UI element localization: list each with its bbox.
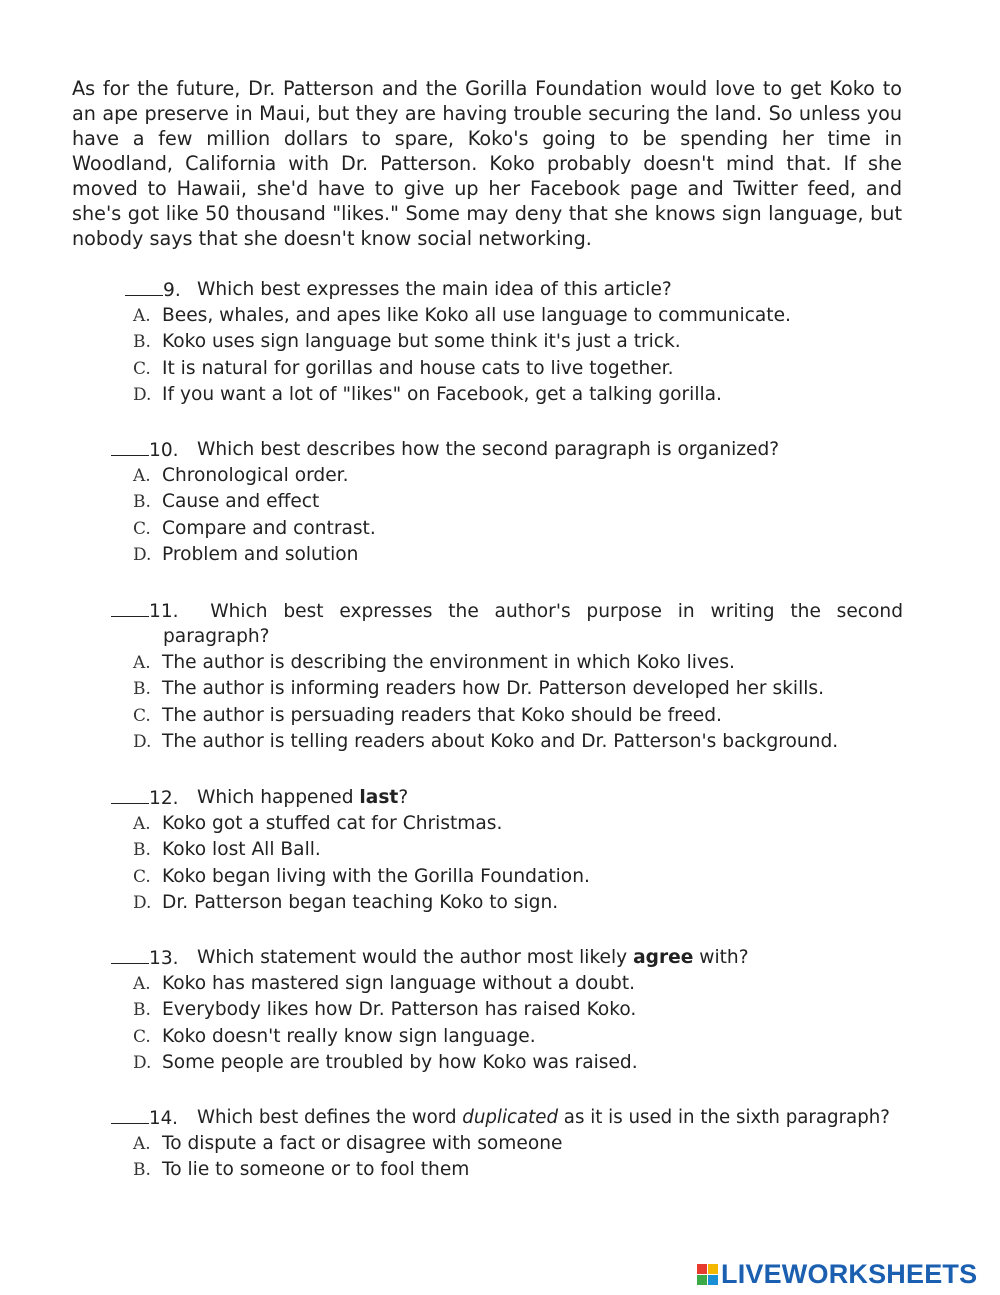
answer-blank[interactable]: [111, 437, 149, 456]
answer-blank[interactable]: [111, 785, 149, 804]
option-d: D. Dr. Patterson began teaching Koko to sign.: [133, 892, 559, 914]
answer-blank[interactable]: [125, 277, 163, 296]
question-text-continued: paragraph?: [163, 626, 270, 647]
question-text: Which best describes how the second paragraph is organized?: [197, 439, 780, 460]
option-b: B. Koko uses sign language but some think it's just a trick.: [133, 331, 681, 353]
question-stem: [111, 945, 911, 971]
option-c: C. Compare and contrast.: [133, 517, 376, 539]
question-10: [111, 437, 911, 569]
option-b: B. The author is informing readers how Dr. Patterson developed her skills.: [133, 678, 825, 700]
option-b: B. Everybody likes how Dr. Patterson has raised Koko.: [133, 999, 637, 1021]
option-d: D. The author is telling readers about Koko and Dr. Patterson's background.: [133, 731, 839, 753]
question-14: [111, 1105, 991, 1184]
logo-text: LIVEWORKSHEETS: [721, 1258, 978, 1289]
question-text: Which best expresses the main idea of this article?: [197, 279, 672, 300]
question-stem: [111, 785, 911, 811]
option-d: D. Problem and solution: [133, 544, 359, 566]
question-number: 12.: [149, 788, 179, 809]
option-a: A. Koko got a stuffed cat for Christmas.: [133, 813, 503, 834]
question-stem: [111, 437, 911, 463]
option-a: A. Chronological order.: [133, 465, 349, 486]
option-c: C. It is natural for gorillas and house cats to live together.: [133, 357, 674, 379]
question-text: Which best defines the word duplicated as it is used in the sixth paragraph?: [197, 1107, 890, 1128]
question-text: Which statement would the author most likely agree with?: [197, 947, 749, 968]
emphasis-word: agree: [633, 947, 694, 968]
passage-paragraph: As for the future, Dr. Patterson and the Gorilla Foundation would love to get Koko to an ape preserve in Maui, but they are having trouble securing the land. So unless you have a few million dollars to spare, Koko's going to be spending her time in Woodland, California with Dr. Patterson. Koko probably doesn't mind that. If she moved to Hawaii, she'd have to give up her Facebook page and Twitter feed, and she's got like 50 thousand "likes." Some may deny that she knows sign language, but nobody says that she doesn't know social networking.: [72, 77, 902, 250]
option-b: B. Koko lost All Ball.: [133, 839, 321, 861]
logo-blocks-icon: [697, 1264, 718, 1285]
option-b: B. Cause and effect: [133, 491, 320, 513]
option-c: C. The author is persuading readers that Koko should be freed.: [133, 704, 722, 726]
option-b: B. To lie to someone or to fool them: [133, 1159, 470, 1181]
question-stem: [111, 598, 903, 624]
option-d: D. Some people are troubled by how Koko was raised.: [133, 1052, 638, 1074]
question-stem: [125, 277, 925, 303]
question-number: 13.: [149, 948, 179, 969]
question-9: [125, 277, 925, 409]
question-text: Which best expresses the author's purpose in writing the second: [210, 601, 903, 622]
option-a: A. The author is describing the environment in which Koko lives.: [133, 652, 735, 673]
question-number: 9.: [163, 280, 181, 301]
liveworksheets-logo: [697, 1258, 977, 1290]
question-number: 11.: [149, 601, 179, 622]
option-a: A. Koko has mastered sign language without a doubt.: [133, 973, 636, 994]
option-d: D. If you want a lot of "likes" on Facebook, get a talking gorilla.: [133, 384, 722, 406]
question-text: Which happened last?: [197, 787, 409, 808]
answer-blank[interactable]: [111, 598, 149, 617]
option-a: A. Bees, whales, and apes like Koko all use language to communicate.: [133, 305, 791, 326]
question-12: [111, 785, 911, 917]
emphasis-word: last: [359, 787, 399, 808]
answer-blank[interactable]: [111, 945, 149, 964]
answer-blank[interactable]: [111, 1105, 149, 1124]
option-a: A. To dispute a fact or disagree with someone: [133, 1133, 563, 1154]
emphasis-word: duplicated: [462, 1107, 559, 1128]
option-c: C. Koko doesn't really know sign language.: [133, 1025, 536, 1047]
question-number: 14.: [149, 1108, 178, 1129]
question-11: [111, 598, 911, 756]
question-number: 10.: [149, 440, 179, 461]
question-13: [111, 945, 911, 1077]
option-c: C. Koko began living with the Gorilla Foundation.: [133, 865, 590, 887]
question-stem: [111, 1105, 991, 1131]
